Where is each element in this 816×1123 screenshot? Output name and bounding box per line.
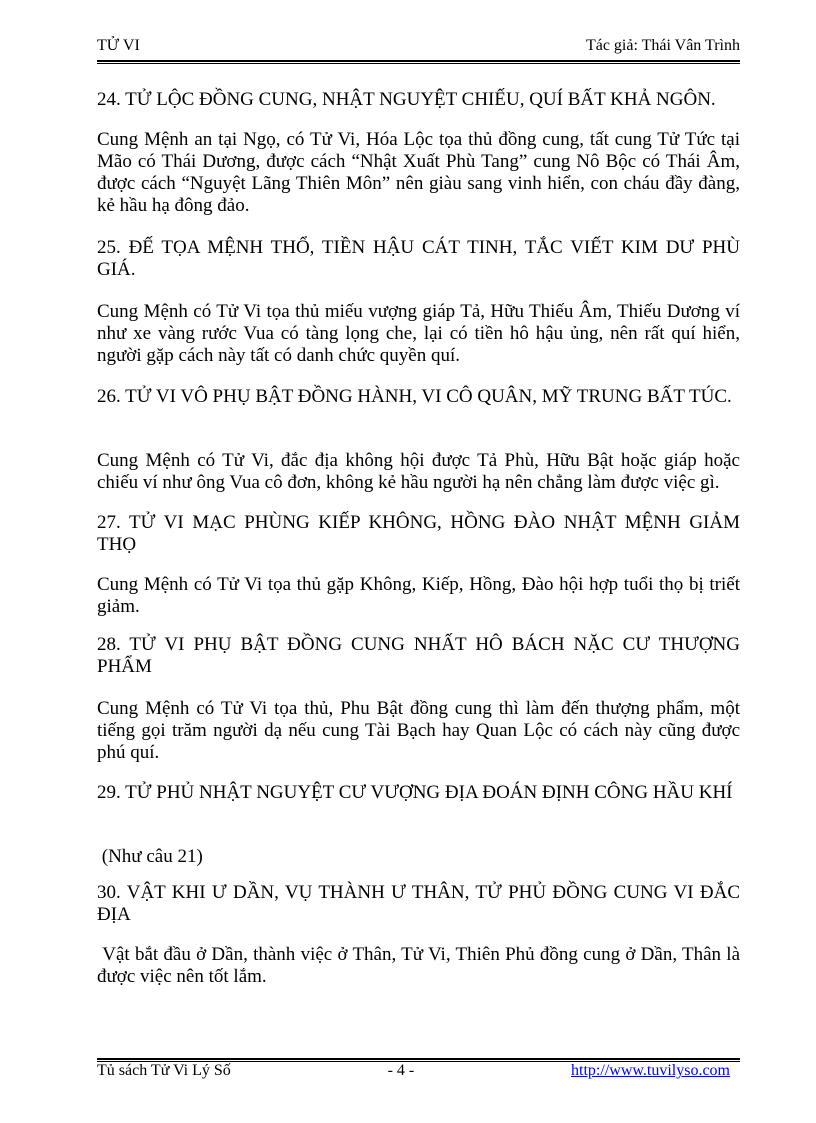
header-author: Tác giả: Thái Vân Trình [585,37,740,54]
section-body: Cung Mệnh có Tử Vi tọa thủ miếu vượng giáp Tả, Hữu Thiếu Âm, Thiếu Dương ví như xe vàng rước Vua có tàng lọng che, lại có tiền hô hậu ủng, nên rất quí hiển, người gặp cách này tất có danh chức quyền quí. [97,301,740,366]
page-header [97,37,740,55]
section-heading: 30. VẬT KHI Ư DẦN, VỤ THÀNH Ư THÂN, TỬ PHỦ ĐỒNG CUNG VI ĐẮC ĐỊA [97,882,740,925]
section-body: Cung Mệnh có Tử Vi, đắc địa không hội được Tả Phù, Hữu Bật hoặc giáp hoặc chiếu ví như ông Vua cô đơn, không kẻ hầu người hạ nên chẳng làm được việc gì. [97,450,740,493]
section-body: Cung Mệnh an tại Ngọ, có Tử Vi, Hóa Lộc tọa thủ đồng cung, tất cung Tử Tức tại Mão có Thái Dương, được cách “Nhật Xuất Phù Tang” cung Nô Bộc có Thái Âm, được cách “Nguyệt Lãng Thiên Môn” nên giàu sang vinh hiển, con cháu đầy đàng, kẻ hầu hạ đông đảo. [97,129,740,216]
section-body: (Như câu 21) [97,846,203,867]
section-heading: 27. TỬ VI MẠC PHÙNG KIẾP KHÔNG, HỒNG ĐÀO NHẬT MỆNH GIẢM THỌ [97,512,740,555]
section-heading: 26. TỬ VI VÔ PHỤ BẬT ĐỒNG HÀNH, VI CÔ QUÂN, MỸ TRUNG BẤT TÚC. [97,386,732,407]
section-heading: 25. ĐẾ TỌA MỆNH THỔ, TIỀN HẬU CÁT TINH, TẮC VIẾT KIM DƯ PHÙ GIÁ. [97,237,740,280]
footer-series: Tủ sách Tử Vi Lý Số [97,1062,231,1079]
page-number: - 4 - [387,1062,415,1079]
header-rule [97,60,740,64]
website-link[interactable]: http://www.tuvilyso.com [571,1062,730,1079]
page-footer [97,1062,730,1080]
section-body: Cung Mệnh có Tử Vi tọa thủ gặp Không, Kiếp, Hồng, Đào hội hợp tuổi thọ bị triết giảm. [97,574,740,617]
section-heading: 28. TỬ VI PHỤ BẬT ĐỒNG CUNG NHẤT HÔ BÁCH NẶC CƯ THƯỢNG PHẨM [97,634,740,677]
section-heading: 29. TỬ PHỦ NHẬT NGUYỆT CƯ VƯỢNG ĐỊA ĐOÁN ĐỊNH CÔNG HẦU KHÍ [97,782,733,803]
header-title: TỬ VI [97,37,140,54]
section-body: Vật bắt đầu ở Dần, thành việc ở Thân, Tử Vi, Thiên Phủ đồng cung ở Dần, Thân là được việc nên tốt lắm. [97,944,745,987]
section-heading: 24. TỬ LỘC ĐỒNG CUNG, NHẬT NGUYỆT CHIẾU, QUÍ BẤT KHẢ NGÔN. [97,89,716,110]
section-body: Cung Mệnh có Tử Vi tọa thủ, Phu Bật đồng cung thì làm đến thượng phẩm, một tiếng gọi trăm người dạ nếu cung Tài Bạch hay Quan Lộc có cách này cũng được phú quí. [97,698,740,763]
